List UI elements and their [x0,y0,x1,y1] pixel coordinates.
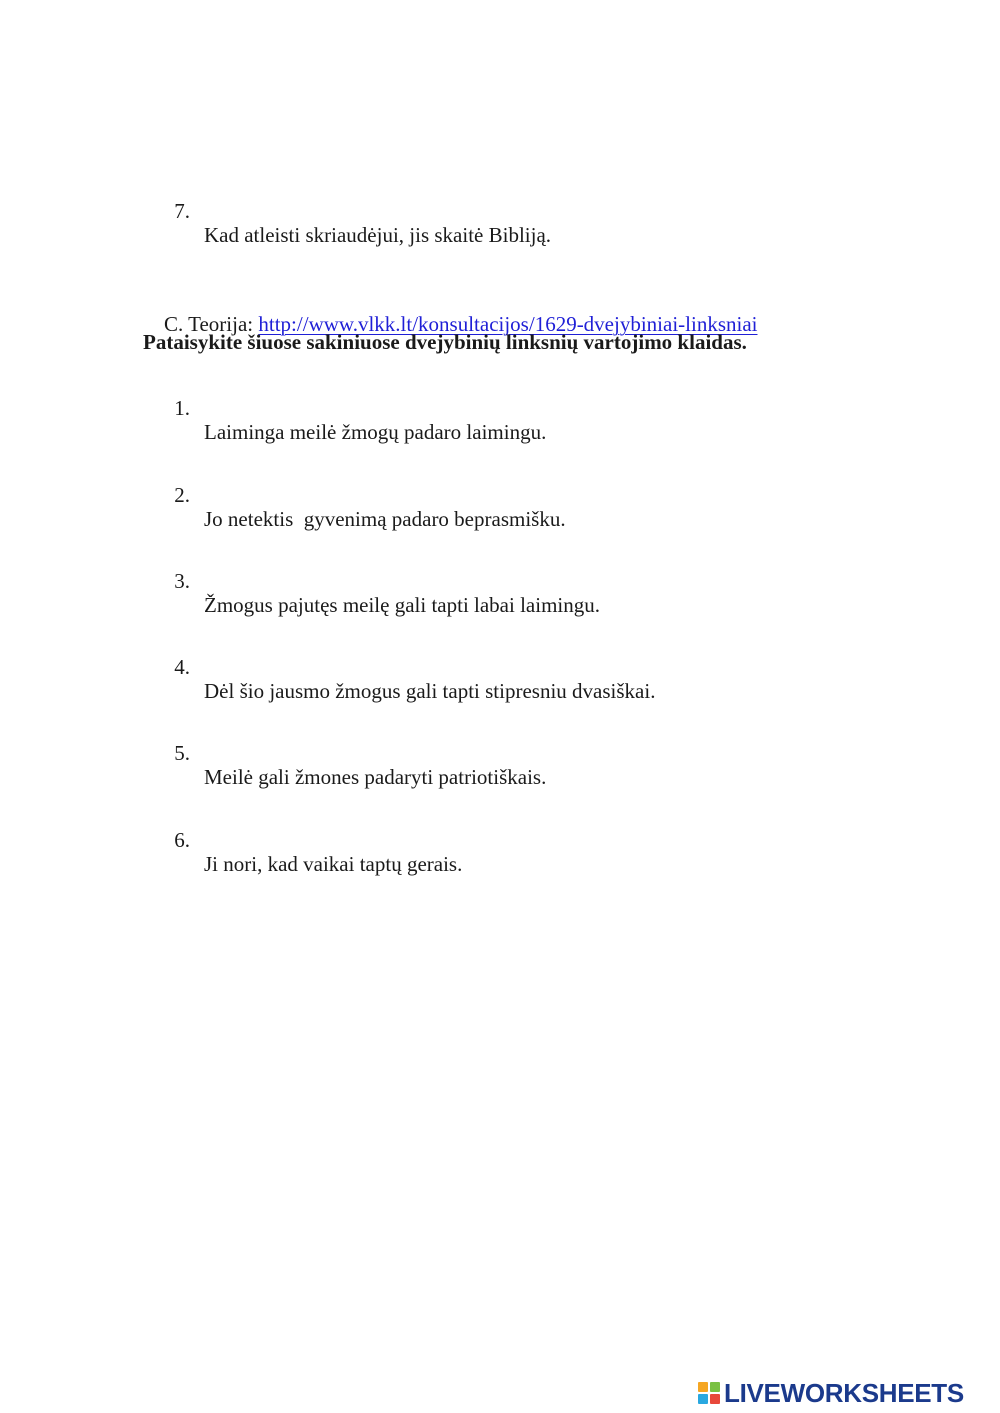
theory-label: C. Teorija: [164,312,259,336]
list-item [0,631,656,727]
liveworksheets-logo [698,1378,964,1408]
item-text: Jo netektis gyvenimą padaro beprasmišku. [204,507,566,531]
logo-text: LIVEWORKSHEETS [724,1378,964,1408]
item-text: Laiminga meilė žmogų padaro laimingu. [204,420,547,444]
theory-link[interactable]: http://www.vlkk.lt/konsultacijos/1629-dvejybiniai-linksniai [258,312,758,336]
logo-square [698,1382,708,1392]
item-text: Ji nori, kad vaikai taptų gerais. [204,852,463,876]
item-number: 2. [174,483,190,507]
logo-squares-icon [698,1382,720,1404]
top-list-item [0,175,552,271]
item-number: 3. [174,569,190,593]
item-text: Dėl šio jausmo žmogus gali tapti stipresniu dvasiškai. [204,679,656,703]
item-text: Meilė gali žmones padaryti patriotiškais. [204,765,547,789]
list-item [0,372,547,468]
logo-square [710,1394,720,1404]
item-text: Kad atleisti skriaudėjui, jis skaitė Bibliją. [204,223,552,247]
item-number: 1. [174,396,190,420]
item-text: Žmogus pajutęs meilę gali tapti labai laimingu. [204,593,600,617]
logo-square [698,1394,708,1404]
item-number: 5. [174,741,190,765]
exercise-instruction: Pataisykite šiuose sakiniuose dvejybinių linksnių vartojimo klaidas. [143,330,747,354]
item-number: 4. [174,655,190,679]
list-item [0,545,600,641]
list-item [0,459,566,555]
list-item [0,804,463,900]
list-item [0,717,547,813]
item-number: 6. [174,828,190,852]
item-number: 7. [174,199,190,223]
logo-square [710,1382,720,1392]
